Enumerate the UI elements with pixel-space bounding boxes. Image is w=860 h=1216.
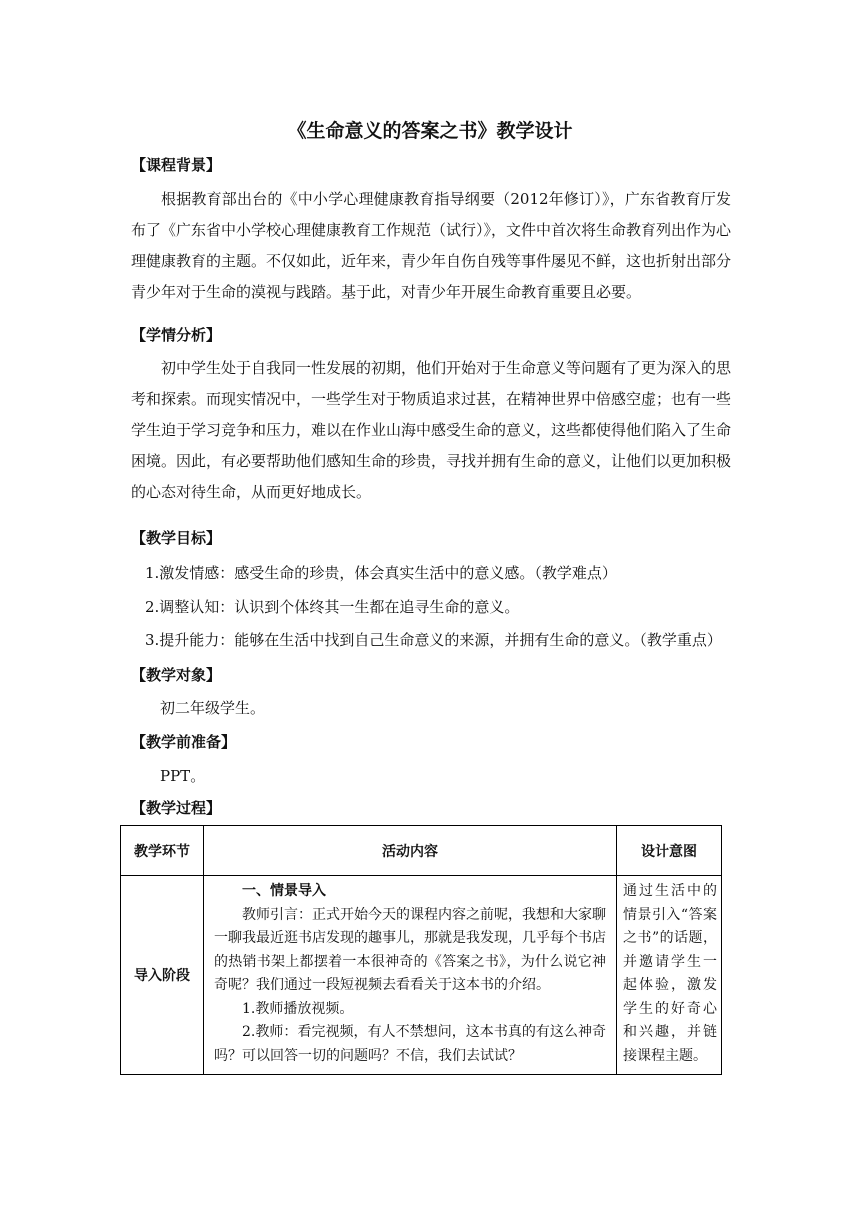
table-header-row <box>121 826 722 876</box>
section-heading-target: 【教学对象】 <box>131 666 222 684</box>
section-heading-analysis: 【学情分析】 <box>131 326 222 344</box>
section-heading-background: 【课程背景】 <box>131 156 222 174</box>
goal-item-3: 3.提升能力：能够在生活中找到自己生命意义的来源，并拥有生命的意义。（教学重点） <box>145 631 722 649</box>
column-header-intent: 设计意图 <box>617 826 722 876</box>
target-text: 初二年级学生。 <box>160 699 266 717</box>
section-heading-process: 【教学过程】 <box>131 799 222 817</box>
goal-item-2: 2.调整认知：认识到个体终其一生都在追寻生命的意义。 <box>145 598 520 616</box>
column-header-activity: 活动内容 <box>204 826 617 876</box>
prep-text: PPT。 <box>160 767 206 785</box>
goal-item-1: 1.激发情感：感受生命的珍贵，体会真实生活中的意义感。（教学难点） <box>145 564 617 582</box>
activity-paragraph: 教师引言：正式开始今天的课程内容之前呢，我想和大家聊一聊我最近逛书店发现的趣事儿，那就是我发现，几乎每个书店的热销书架上都摆着一本很神奇的《答案之书》，为什么说它神奇呢？我们通过一段短视频去看看关于这本书的介绍。 <box>214 906 606 993</box>
column-header-stage: 教学环节 <box>121 826 204 876</box>
document-title: 《生命意义的答案之书》教学设计 <box>287 120 573 142</box>
activity-paragraph: 2.教师：看完视频，有人不禁想问，这本书真的有这么神奇吗？可以回答一切的问题吗？不信，我们去试试？ <box>214 1024 606 1064</box>
analysis-paragraph: 初中学生处于自我同一性发展的初期，他们开始对于生命意义等问题有了更为深入的思考和探索。而现实情况中，一些学生对于物质追求过甚，在精神世界中倍感空虚；也有一些学生迫于学习竞争和压力，难以在作业山海中感受生命的意义，这些都使得他们陷入了生命困境。因此，有必要帮助他们感知生命的珍贵，寻找并拥有生命的意义，让他们以更加积极的心态对待生命，从而更好地成长。 <box>131 359 732 501</box>
intent-cell: 通过生活中的情景引入“答案之书”的话题，并邀请学生一起体验，激发学生的好奇心和兴趣，并链接课程主题。 <box>617 876 722 1075</box>
background-paragraph: 根据教育部出台的《中小学心理健康教育指导纲要（2012年修订）》，广东省教育厅发布了《广东省中小学校心理健康教育工作规范（试行）》，文件中首次将生命教育列出作为心理健康教育的主题。不仅如此，近年来，青少年自伤自残等事件屡见不鲜，这也折射出部分青少年对于生命的漠视与践踏。基于此，对青少年开展生命教育重要且必要。 <box>131 190 732 301</box>
activity-cell <box>204 876 617 1075</box>
section-heading-goals: 【教学目标】 <box>131 529 222 547</box>
section-heading-prep: 【教学前准备】 <box>131 733 237 751</box>
process-table <box>120 825 722 1075</box>
table-row <box>121 876 722 1075</box>
activity-paragraph: 1.教师播放视频。 <box>242 1000 354 1017</box>
stage-cell: 导入阶段 <box>121 876 204 1075</box>
activity-subtitle: 一、情景导入 <box>242 883 326 899</box>
